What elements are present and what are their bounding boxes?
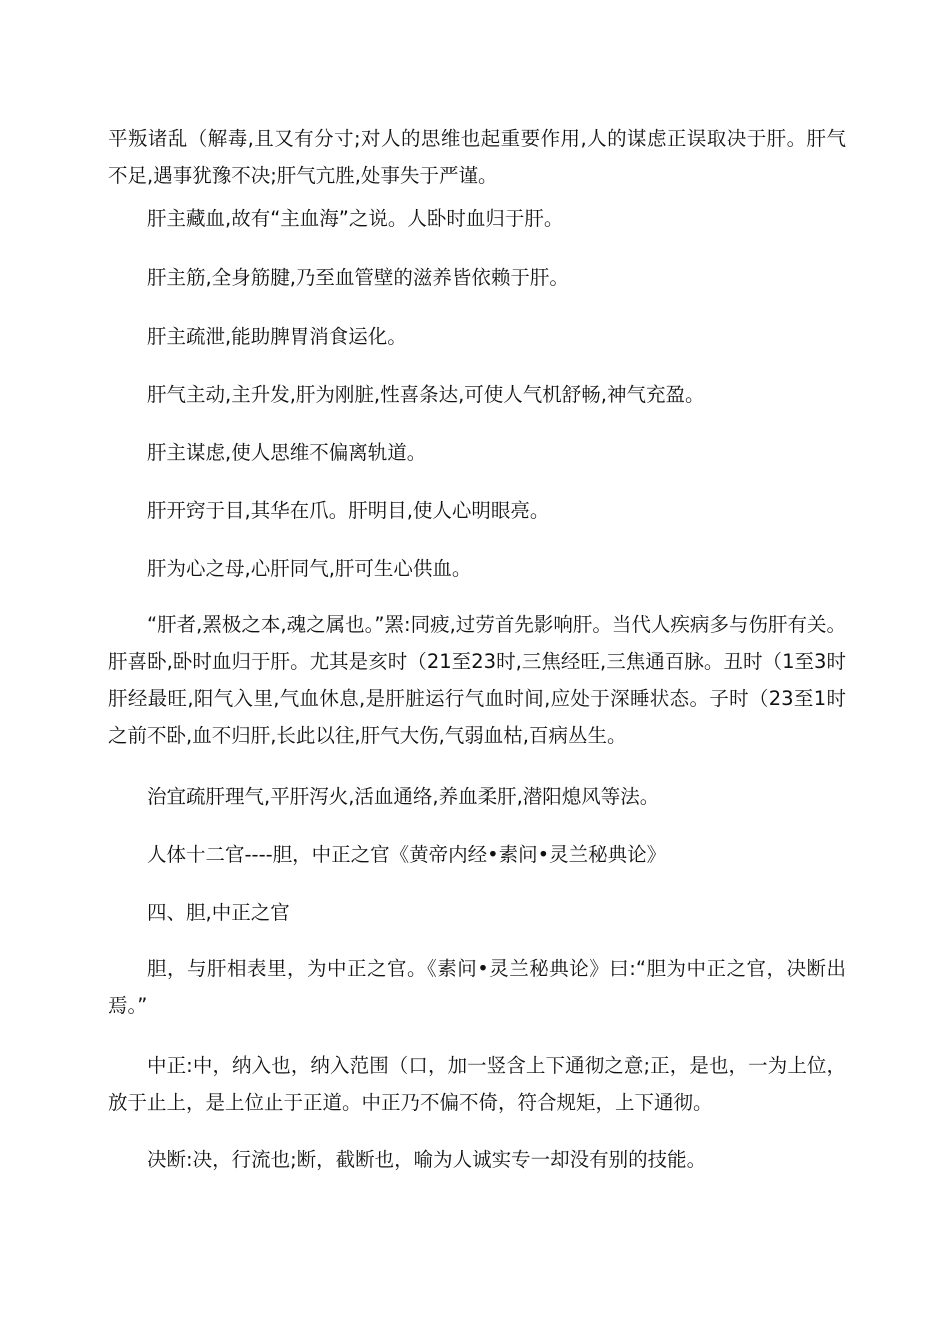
paragraph-zhongzheng: 中正:中，纳入也，纳入范围（口，加一竖含上下通彻之意;正，是也，一为上位，放于止上，是上位止于正道。中正乃不偏不倚，符合规矩，上下通彻。: [108, 1054, 846, 1114]
paragraph-liver-eyes: 肝开窍于目,其华在爪。肝明目,使人心明眼亮。: [147, 499, 550, 522]
paragraph-liver-qi: 肝气主动,主升发,肝为刚脏,性喜条达,可使人气机舒畅,神气充盈。: [147, 383, 705, 406]
paragraph-gallbladder-official: 胆，与肝相表里，为中正之官。《素问•灵兰秘典论》曰:“胆为中正之官，决断出焉。”: [108, 957, 846, 1017]
paragraph-treatment: 治宜疏肝理气,平肝泻火,活血通络,养血柔肝,潜阳熄风等法。: [147, 785, 660, 808]
paragraph-liver-stores-blood: 肝主藏血,故有“主血海”之说。人卧时血归于肝。: [147, 207, 564, 230]
paragraph-liver-dispersion: 肝主疏泄,能助脾胃消食运化。: [147, 325, 407, 348]
paragraph-liver-planning: 肝主谋虑,使人思维不偏离轨道。: [147, 441, 427, 464]
paragraph-liver-tendons: 肝主筋,全身筋腱,乃至血管壁的滋养皆依赖于肝。: [147, 266, 569, 289]
paragraph-liver-rest-hours: “肝者,罴极之本,魂之属也。”罴:同疲,过劳首先影响肝。当代人疾病多与伤肝有关。肝喜卧,卧时血归于肝。尤其是亥时（21至23时,三焦经旺,三焦通百脉。丑时（1至3时肝经最旺,阳气入里,气血休息,是肝脏运行气血时间,应处于深睡状态。子时（23至1时之前不卧,血不归肝,长此以往,肝气大伤,气弱血枯,百病丛生。: [108, 613, 846, 747]
section-heading-gallbladder: 四、胆,中正之官: [147, 901, 290, 924]
paragraph-liver-heart: 肝为心之母,心肝同气,肝可生心供血。: [147, 557, 472, 580]
paragraph-liver-thinking: 平叛诸乱（解毒,且又有分寸;对人的思维也起重要作用,人的谋虑正误取决于肝。肝气不足,遇事犹豫不决;肝气亢胜,处事失于严谨。: [108, 127, 846, 187]
paragraph-gallbladder-heading: 人体十二官----胆，中正之官《黄帝内经•素问•灵兰秘典论》: [147, 843, 667, 866]
paragraph-jueduan: 决断:决，行流也;断，截断也，喻为人诚实专一却没有别的技能。: [147, 1148, 707, 1171]
